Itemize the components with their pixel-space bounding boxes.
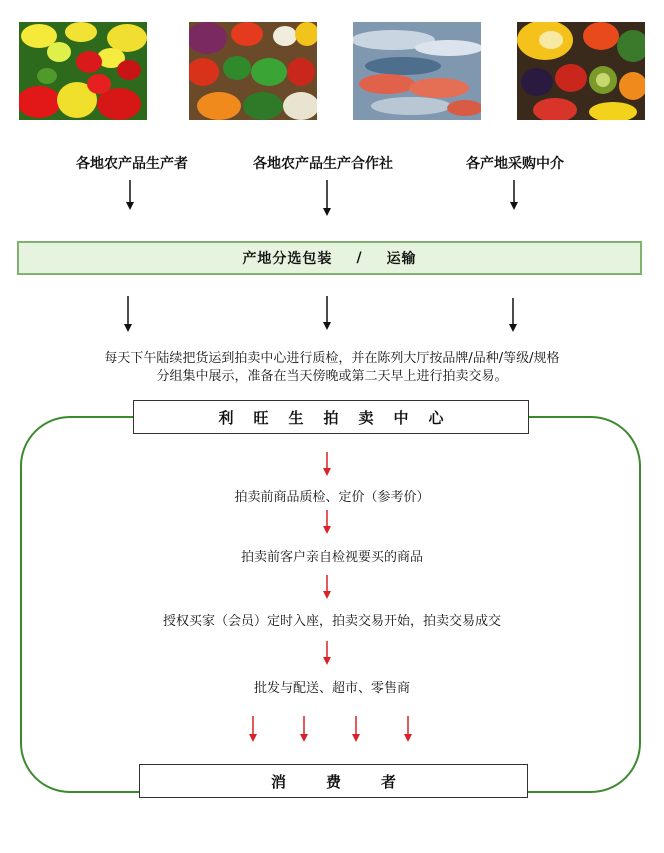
down-arrow-icon xyxy=(122,296,134,332)
flowers-photo xyxy=(19,22,147,120)
source-label-cooperatives: 各地农产品生产合作社 xyxy=(253,156,393,172)
red-down-arrow-icon xyxy=(350,716,362,742)
source-label-producers: 各地农产品生产者 xyxy=(76,156,188,172)
step-auction-trading: 授权买家（会员）定时入座，拍卖交易开始，拍卖交易成交 xyxy=(162,614,501,629)
step-distribution: 批发与配送、超市、零售商 xyxy=(253,681,410,696)
transport-label: 运输 xyxy=(386,251,417,267)
down-arrow-icon xyxy=(507,298,519,332)
red-down-arrow-icon xyxy=(321,641,333,665)
down-arrow-icon xyxy=(321,180,333,216)
red-down-arrow-icon xyxy=(402,716,414,742)
packing-label: 产地分选包装 xyxy=(242,251,333,267)
flowers-photo-icon xyxy=(19,22,147,120)
vegetables-photo xyxy=(189,22,317,120)
fish-photo xyxy=(353,22,481,120)
delivery-description xyxy=(0,350,664,386)
red-down-arrow-icon xyxy=(321,575,333,599)
packing-transport-bar xyxy=(17,241,642,275)
down-arrow-icon xyxy=(321,296,333,330)
fruits-photo xyxy=(517,22,645,120)
vegetables-photo-icon xyxy=(189,22,317,120)
step-quality-check: 拍卖前商品质检、定价（参考价） xyxy=(234,490,430,505)
step-customer-inspection: 拍卖前客户亲自检视要买的商品 xyxy=(240,550,423,565)
source-label-agents: 各产地采购中介 xyxy=(466,156,564,172)
auction-center-box: 利旺生拍卖中心 xyxy=(133,400,529,434)
red-down-arrow-icon xyxy=(298,716,310,742)
description-line-1: 每天下午陆续把货运到拍卖中心进行质检，并在陈列大厅按品牌/品种/等级/规格 xyxy=(104,351,560,366)
red-down-arrow-icon xyxy=(247,716,259,742)
red-down-arrow-icon xyxy=(321,452,333,476)
down-arrow-icon xyxy=(124,180,136,210)
bar-separator: / xyxy=(356,250,363,266)
fruits-photo-icon xyxy=(517,22,645,120)
description-line-2: 分组集中展示，准备在当天傍晚或第二天早上进行拍卖交易。 xyxy=(156,369,508,384)
down-arrow-icon xyxy=(508,180,520,210)
fish-photo-icon xyxy=(353,22,481,120)
consumer-box: 消费者 xyxy=(139,764,528,798)
red-down-arrow-icon xyxy=(321,510,333,534)
